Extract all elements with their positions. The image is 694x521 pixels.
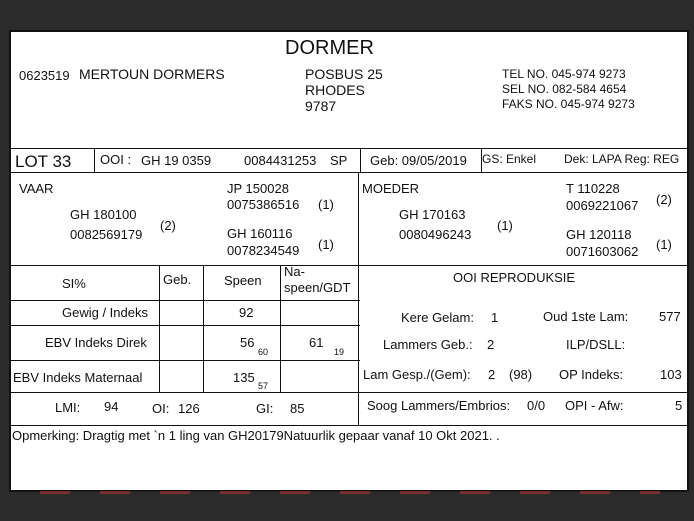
gi-label: GI:	[256, 401, 274, 416]
vaar-id: GH 180100	[70, 207, 137, 222]
gewig-label: Gewig / Indeks	[62, 305, 148, 320]
contact-sel: SEL NO. 082-584 4654	[502, 82, 627, 96]
address-line-3: 9787	[305, 98, 337, 114]
divider	[11, 148, 689, 149]
cut-off-text-line	[40, 491, 660, 494]
gesp-value: 2	[488, 367, 496, 382]
contact-faks: FAKS NO. 045-974 9273	[502, 97, 635, 111]
address-line-2: RHODES	[305, 82, 365, 98]
moeder-number: 0080496243	[399, 227, 472, 242]
contact-tel: TEL NO. 045-974 9273	[502, 67, 626, 81]
oud-label: Oud 1ste Lam:	[543, 309, 629, 324]
ebv-direk-naspeen-sub: 19	[334, 347, 345, 357]
col-si: SI%	[62, 276, 86, 291]
breed-title: DORMER	[285, 37, 374, 59]
moeder-sire-grade: (2)	[656, 192, 672, 207]
moeder-grade: (1)	[497, 218, 513, 233]
vaar-number: 0082569179	[70, 227, 143, 242]
moeder-label: MOEDER	[362, 181, 420, 196]
gesp-gem: (98)	[509, 367, 533, 382]
ooi-id: GH 19 0359	[141, 153, 212, 168]
vaar-label: VAAR	[19, 181, 54, 196]
breeder-name: MERTOUN DORMERS	[79, 66, 225, 82]
gs-info: GS: Enkel	[482, 152, 537, 166]
moeder-sire-id: T 110228	[566, 181, 620, 196]
lmi-label: LMI:	[55, 400, 81, 415]
col-speen: Speen	[224, 273, 262, 288]
lmi-value: 94	[104, 399, 119, 414]
lammers-label: Lammers Geb.:	[383, 337, 473, 352]
moeder-dam-id: GH 120118	[566, 227, 632, 242]
ebv-direk-speen: 56	[240, 335, 255, 350]
ebv-direk-naspeen: 61	[309, 335, 324, 350]
moeder-id: GH 170163	[399, 207, 466, 222]
ebv-direk-label: EBV Indeks Direk	[45, 335, 147, 350]
oud-value: 577	[659, 309, 681, 324]
ebv-mat-speen: 135	[233, 370, 255, 385]
ebv-direk-speen-sub: 60	[258, 347, 269, 357]
opi-label: OPI - Afw:	[565, 398, 624, 413]
remark: Opmerking: Dragtig met `n 1 ling van GH20179Natuurlik gepaar vanaf 10 Okt 2021. .	[12, 428, 500, 443]
kere-label: Kere Gelam:	[401, 310, 474, 325]
vaar-dam-number: 0078234549	[227, 243, 300, 258]
repro-title: OOI REPRODUKSIE	[453, 270, 576, 285]
ooi-label: OOI :	[100, 152, 132, 167]
gi-value: 85	[290, 401, 305, 416]
ebv-mat-speen-sub: 57	[258, 381, 269, 391]
birth-date: Geb: 09/05/2019	[370, 153, 467, 168]
ebv-mat-label: EBV Indeks Maternaal	[13, 370, 143, 385]
bottom-strip	[0, 493, 694, 521]
ooi-number: 0084431253	[244, 153, 317, 168]
col-naspeen: Na- speen/GDT	[284, 264, 351, 295]
op-label: OP Indeks:	[559, 367, 624, 382]
oi-label: OI:	[152, 401, 170, 416]
ilp-label: ILP/DSLL:	[566, 337, 626, 352]
gewig-speen: 92	[239, 305, 254, 320]
dek-info: Dek: LAPA Reg: REG	[564, 152, 680, 166]
col-geb: Geb.	[163, 272, 192, 287]
kere-value: 1	[491, 310, 499, 325]
soog-label: Soog Lammers/Embrios:	[367, 398, 511, 413]
gesp-label: Lam Gesp./(Gem):	[363, 367, 471, 382]
op-value: 103	[660, 367, 682, 382]
breeder-code: 0623519	[19, 68, 70, 83]
vaar-sire-id: JP 150028	[227, 181, 289, 196]
lammers-value: 2	[487, 337, 495, 352]
ooi-class: SP	[330, 153, 348, 168]
vaar-sire-grade: (1)	[318, 197, 334, 212]
vaar-dam-id: GH 160116	[227, 226, 293, 241]
moeder-dam-number: 0071603062	[566, 244, 639, 259]
moeder-dam-grade: (1)	[656, 237, 672, 252]
opi-value: 5	[675, 398, 683, 413]
vaar-grade: (2)	[160, 218, 176, 233]
lot-number: LOT 33	[15, 152, 72, 171]
lot-card	[9, 30, 689, 492]
address-line-1: POSBUS 25	[305, 66, 383, 82]
vaar-dam-grade: (1)	[318, 237, 334, 252]
oi-value: 126	[178, 401, 200, 416]
soog-value: 0/0	[527, 398, 546, 413]
vaar-sire-number: 0075386516	[227, 197, 300, 212]
moeder-sire-number: 0069221067	[566, 198, 639, 213]
